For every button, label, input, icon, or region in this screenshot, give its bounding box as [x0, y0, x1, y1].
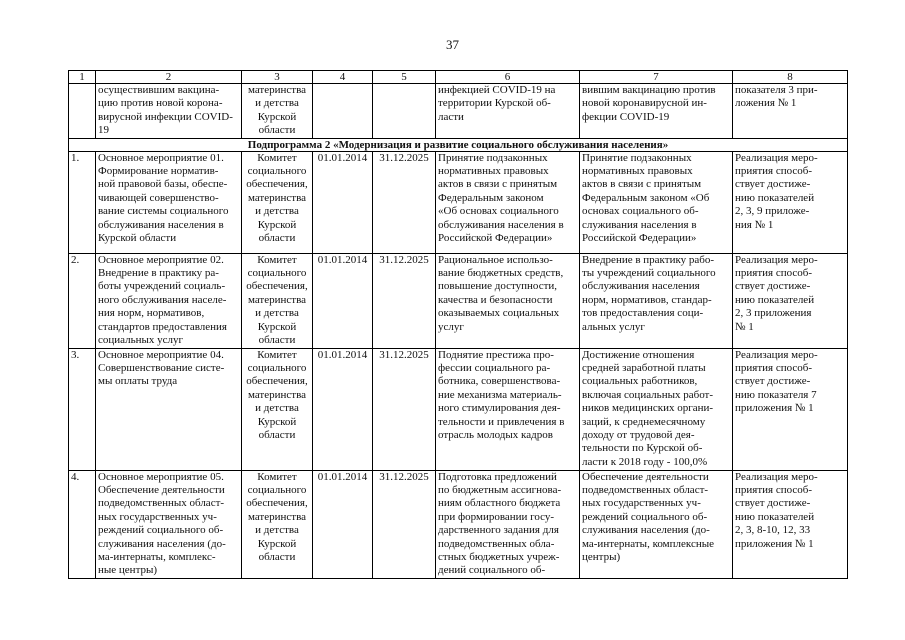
indicator-link-cell: показателя 3 при- ложения № 1 — [733, 84, 848, 139]
executor-cell: материнства и детства Курской области — [242, 84, 313, 139]
start-date-cell: 01.01.2014 — [313, 151, 373, 253]
subprogram-row — [69, 138, 848, 151]
executor-cell: Комитет социального обеспечения, материнства и детства Курской области — [242, 151, 313, 253]
consequence-cell: Обеспечение деятельности подведомственных област- ных государственных уч- реждений социального об- служивания населения (до- ма-интернаты, комплексные центры) — [580, 470, 733, 578]
table-row — [69, 151, 848, 253]
activity-name-cell: Основное мероприятие 01. Формирование норматив- ной правовой базы, обеспе- чивающей совершенство- вание системы социального обслуживания населения в Курской области — [96, 151, 242, 253]
activity-name-cell: осуществившим вакцина- цию против новой корона- вирусной инфекции COVID- 19 — [96, 84, 242, 139]
activity-name-cell: Основное мероприятие 02. Внедрение в практику ра- боты учреждений социаль- ного обслуживания населе- ния норм, нормативов, стандартов предоставления социальных услуг — [96, 253, 242, 348]
expected-result-cell: Поднятие престижа про- фессии социального ра- ботника, совершенствова- ние механизма материаль- ного стимулирования дея- тельности и привлечения в отрасль молодых кадров — [436, 348, 580, 470]
start-date-cell: 01.01.2014 — [313, 470, 373, 578]
row-number-cell: 2. — [69, 253, 96, 348]
expected-result-cell: инфекцией COVID-19 на территории Курской об- ласти — [436, 84, 580, 139]
row-number-cell: 3. — [69, 348, 96, 470]
expected-result-cell: Принятие подзаконных нормативных правовых актов в связи с принятым Федеральным законом «Об основах социального обслуживания населения в Российской Федерации» — [436, 151, 580, 253]
executor-cell: Комитет социального обеспечения, материнства и детства Курской области — [242, 348, 313, 470]
end-date-cell: 31.12.2025 — [373, 470, 436, 578]
activity-name-cell: Основное мероприятие 05. Обеспечение деятельности подведомственных област- ных государственных уч- реждений социального об- служивания населения (до- ма-интернаты, комплекс- ные центры) — [96, 470, 242, 578]
indicator-link-cell: Реализация меро- приятия способ- ствует достиже- нию показателей 2, 3, 8-10, 12, 33 приложения № 1 — [733, 470, 848, 578]
start-date-cell — [313, 84, 373, 139]
column-number: 2 — [96, 71, 242, 84]
indicator-link-cell: Реализация меро- приятия способ- ствует достиже- нию показателей 2, 3, 9 приложе- ния № 1 — [733, 151, 848, 253]
row-number-cell: 1. — [69, 151, 96, 253]
table-row — [69, 348, 848, 470]
end-date-cell — [373, 84, 436, 139]
end-date-cell: 31.12.2025 — [373, 348, 436, 470]
indicator-link-cell: Реализация меро- приятия способ- ствует достиже- нию показателя 7 приложения № 1 — [733, 348, 848, 470]
table-row — [69, 470, 848, 578]
consequence-cell: Достижение отношения средней заработной платы социальных работников, включая социальных работ- ников медицинских органи- заций, к среднемесячному доходу от трудовой дея- тельности по Курской об- ласти к 2018 году - 100,0% — [580, 348, 733, 470]
executor-cell: Комитет социального обеспечения, материнства и детства Курской области — [242, 470, 313, 578]
row-number-cell: 4. — [69, 470, 96, 578]
consequence-cell: вившим вакцинацию против новой коронавирусной ин- фекции COVID-19 — [580, 84, 733, 139]
activity-name-cell: Основное мероприятие 04. Совершенствование систе- мы оплаты труда — [96, 348, 242, 470]
row-number-cell — [69, 84, 96, 139]
consequence-cell: Принятие подзаконных нормативных правовых актов в связи с принятым Федеральным законом «Об основах социального об- служивания населения в Российской Федерации» — [580, 151, 733, 253]
column-number: 3 — [242, 71, 313, 84]
page-number: 37 — [446, 37, 459, 52]
indicator-link-cell: Реализация меро- приятия способ- ствует достиже- нию показателей 2, 3 приложения № 1 — [733, 253, 848, 348]
column-number-row — [69, 71, 848, 84]
start-date-cell: 01.01.2014 — [313, 253, 373, 348]
column-number: 4 — [313, 71, 373, 84]
expected-result-cell: Рациональное использо- вание бюджетных средств, повышение доступности, качества и безопасности оказываемых социальных услуг — [436, 253, 580, 348]
table-row — [69, 253, 848, 348]
column-number: 6 — [436, 71, 580, 84]
expected-result-cell: Подготовка предложений по бюджетным ассигнова- ниям областного бюджета при формировании госу- дарственного задания для подведомственных обла- стных бюджетных учреж- дений социального об- — [436, 470, 580, 578]
column-number: 1 — [69, 71, 96, 84]
column-number: 5 — [373, 71, 436, 84]
consequence-cell: Внедрение в практику рабо- ты учреждений социального обслуживания населения норм, нормативов, стандар- тов предоставления соци- альных услуг — [580, 253, 733, 348]
start-date-cell: 01.01.2014 — [313, 348, 373, 470]
end-date-cell: 31.12.2025 — [373, 151, 436, 253]
column-number: 8 — [733, 71, 848, 84]
executor-cell: Комитет социального обеспечения, материнства и детства Курской области — [242, 253, 313, 348]
subprogram-title: Подпрограмма 2 «Модернизация и развитие социального обслуживания населения» — [69, 138, 848, 151]
end-date-cell: 31.12.2025 — [373, 253, 436, 348]
column-number: 7 — [580, 71, 733, 84]
continuation-row — [69, 84, 848, 139]
program-activities-table — [68, 70, 848, 579]
